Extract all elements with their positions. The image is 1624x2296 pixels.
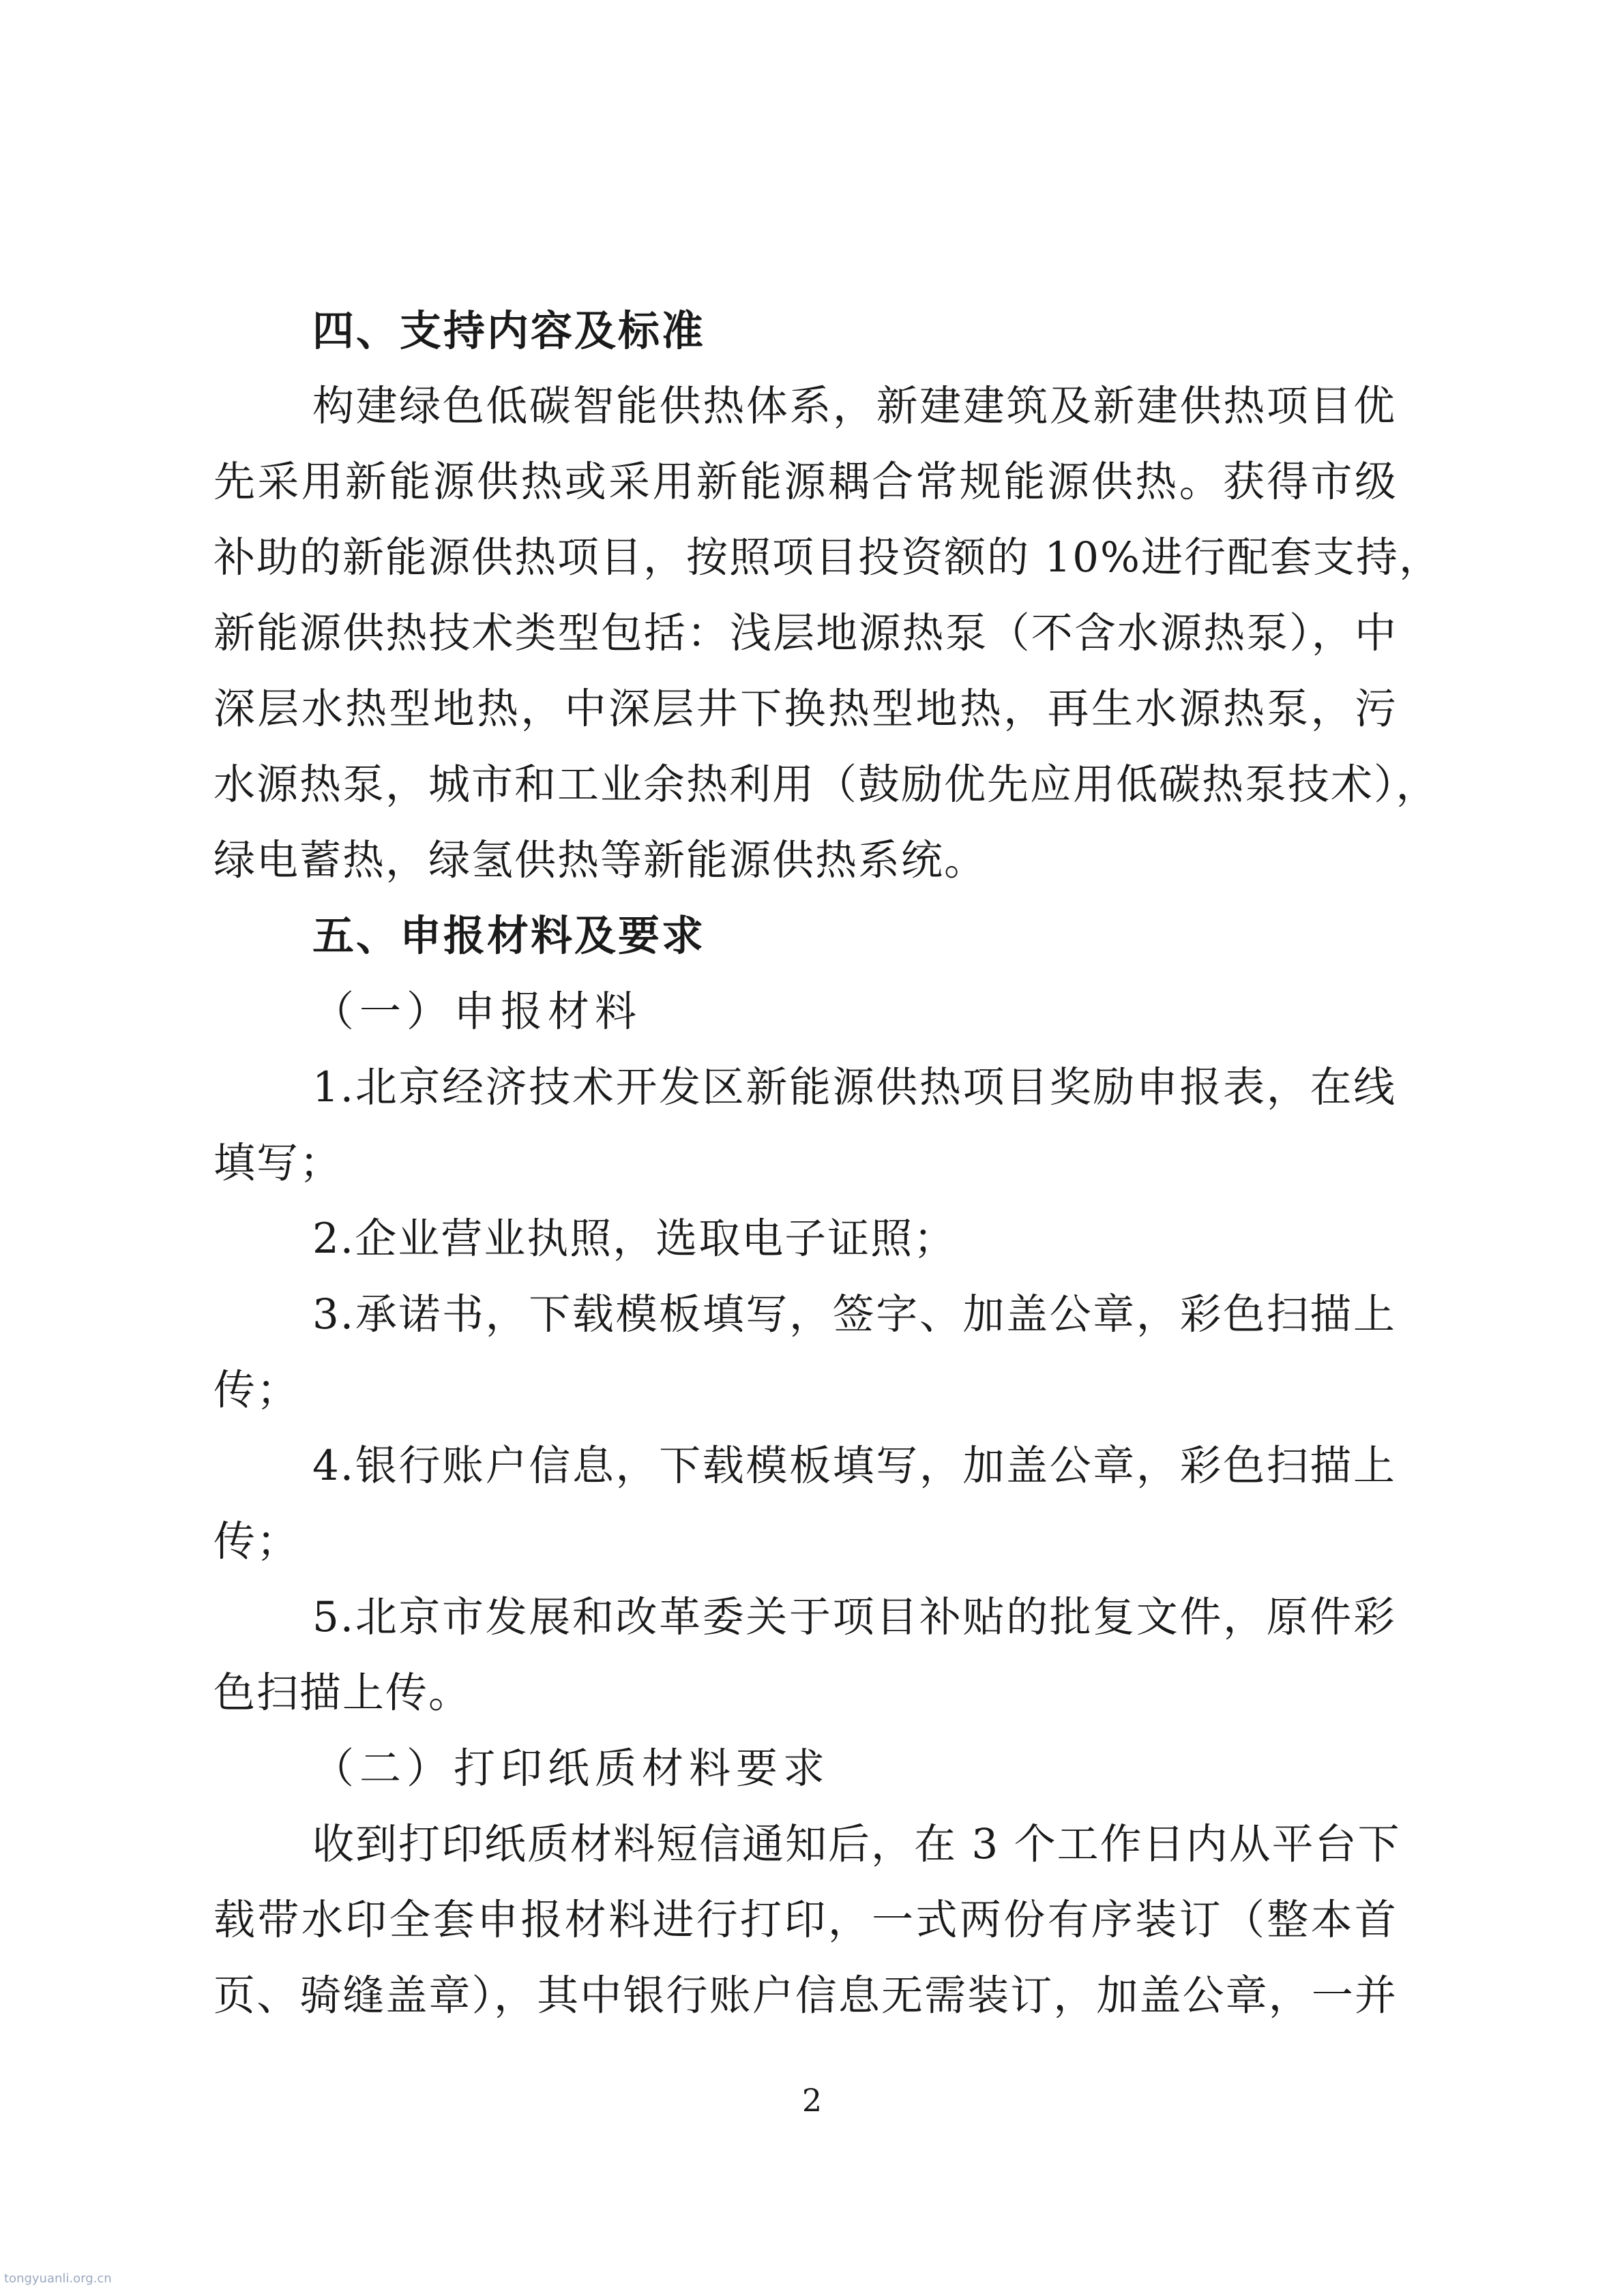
list-item-continuation: 传； <box>213 1366 300 1414</box>
list-item: 4.银行账户信息，下载模板填写，加盖公章，彩色扫描上 <box>312 1442 1396 1490</box>
paragraph-line: 页、骑缝盖章），其中银行账户信息无需装订，加盖公章，一并 <box>213 1971 1398 2020</box>
paragraph-line: 先采用新能源供热或采用新能源耦合常规能源供热。获得市级 <box>213 458 1398 506</box>
list-item: 1.北京经济技术开发区新能源供热项目奖励申报表，在线 <box>312 1063 1396 1112</box>
list-item: 3.承诺书，下载模板填写，签字、加盖公章，彩色扫描上 <box>312 1290 1396 1339</box>
list-item-continuation: 传； <box>213 1517 300 1566</box>
section-4-heading: 四、支持内容及标准 <box>312 307 706 355</box>
paragraph-line: 收到打印纸质材料短信通知后，在 3 个工作日内从平台下 <box>312 1820 1401 1868</box>
paragraph-line: 绿电蓄热，绿氢供热等新能源供热系统。 <box>213 836 988 884</box>
paragraph-line: 载带水印全套申报材料进行打印，一式两份有序装订（整本首 <box>213 1896 1398 1944</box>
paragraph-line: 水源热泵，城市和工业余热利用（鼓励优先应用低碳热泵技术）， <box>213 760 1439 809</box>
paragraph-line: 深层水热型地热，中深层井下换热型地热，再生水源热泵，污 <box>213 685 1398 733</box>
paragraph-line: 新能源供热技术类型包括：浅层地源热泵（不含水源热泵），中 <box>213 609 1398 657</box>
list-item: 2.企业营业执照，选取电子证照； <box>312 1214 957 1263</box>
site-watermark: tongyuanli.org.cn <box>4 2271 112 2286</box>
subsection-heading-print-requirements: （二）打印纸质材料要求 <box>312 1744 831 1793</box>
subsection-heading-materials: （一）申报材料 <box>312 987 643 1036</box>
section-5-heading: 五、申报材料及要求 <box>312 912 706 960</box>
paragraph-line: 构建绿色低碳智能供热体系，新建建筑及新建供热项目优 <box>312 382 1396 430</box>
paragraph-line: 补助的新能源供热项目，按照项目投资额的 10%进行配套支持， <box>213 533 1442 582</box>
list-item-continuation: 填写； <box>213 1139 343 1187</box>
list-item-continuation: 色扫描上传。 <box>213 1669 472 1717</box>
list-item: 5.北京市发展和改革委关于项目补贴的批复文件，原件彩 <box>312 1593 1396 1641</box>
page-number: 2 <box>801 2082 823 2119</box>
